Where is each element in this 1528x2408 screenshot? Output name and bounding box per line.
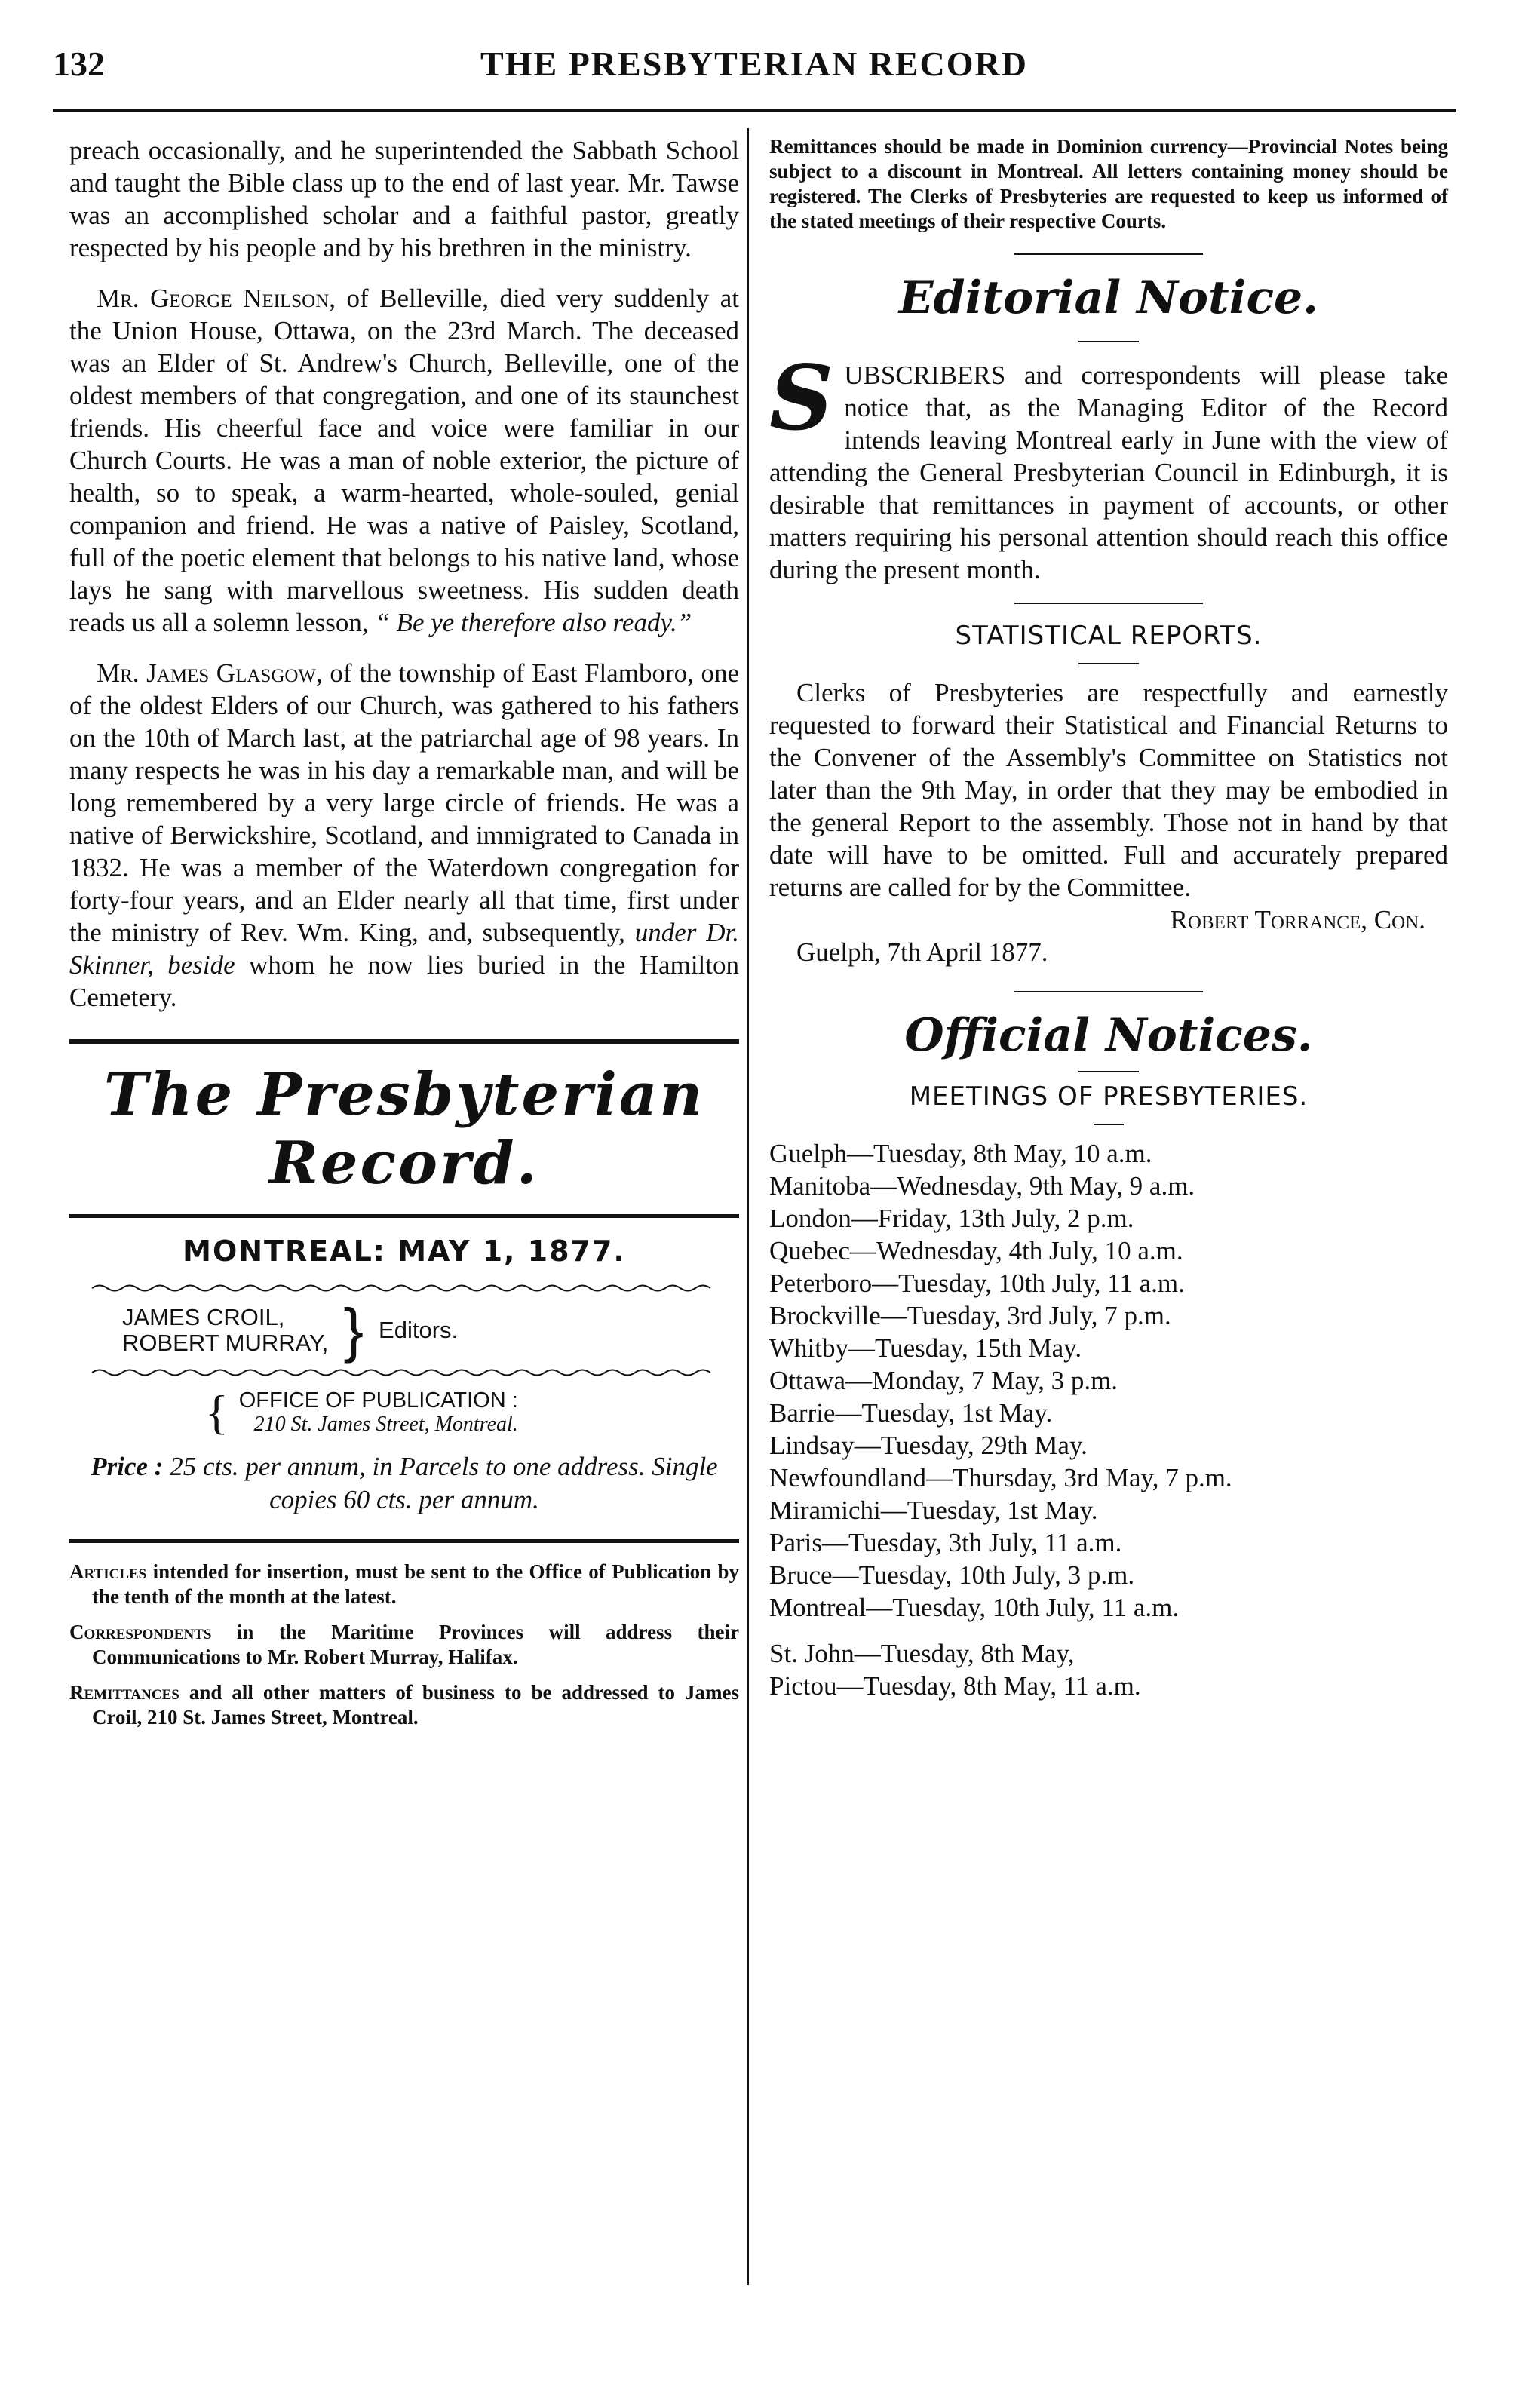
notice-remittances: [69, 1680, 739, 1730]
editorial-body: and correspondents will please take notice that, as the Managing Editor of the Record intends leaving Montreal early in June with the view of attending the General Presbyterian Council in Edinburgh, it is desirable that remittances in payment of accounts, or other matters requiring his personal attention should reach this office during the present month.: [769, 360, 1448, 584]
office-address: 210 St. James Street, Montreal.: [253, 1413, 518, 1436]
meeting-item: Miramichi—Tuesday, 1st May.: [769, 1495, 1098, 1525]
price-label: Price :: [91, 1452, 164, 1481]
section-rule: [1014, 991, 1203, 992]
notice-text: intended for insertion, must be sent to the Office of Publication by the tenth of the month at the latest.: [92, 1560, 739, 1608]
meetings-list: [769, 1137, 1448, 1624]
editors-block: [69, 1296, 739, 1364]
price-line: [69, 1450, 739, 1517]
meeting-item: Newfoundland—Thursday, 3rd May, 7 p.m.: [769, 1463, 1232, 1492]
meeting-item: London—Friday, 13th July, 2 p.m.: [769, 1204, 1134, 1233]
statistical-reports-text: Clerks of Presbyteries are respectfully and earnestly requested to forward their Statistical and Financial Returns to the Convener of the Assembly's Committee on Statistics not later than the 9th May, in order that they may be embodied in the general Report to the assembly. Those not in hand by that date will have to be omitted. Full and accurately prepared returns are called for by the Committee.: [769, 678, 1448, 902]
notice-lead: Correspondents: [69, 1621, 212, 1643]
masthead-rule-bottom: [69, 1214, 739, 1218]
running-title: THE PRESBYTERIAN RECORD: [480, 44, 1028, 83]
publication-notices: [69, 1560, 739, 1730]
signature: Robert Torrance, Con.: [1170, 905, 1425, 934]
meeting-item: Ottawa—Monday, 7 May, 3 p.m.: [769, 1366, 1118, 1395]
meeting-item: Quebec—Wednesday, 4th July, 10 a.m.: [769, 1236, 1183, 1265]
editorial-notice-text: [769, 345, 1448, 586]
editorial-notice-title: Editorial Notice.: [898, 271, 1319, 324]
official-notices-title: Official Notices.: [904, 1009, 1313, 1062]
editorial-lead: UBSCRIBERS: [844, 360, 1006, 390]
right-column: [769, 134, 1448, 1702]
obituary-italic: under Dr. Skinner,: [69, 918, 739, 980]
section-rule: [1078, 341, 1139, 342]
obituary-text-end: whom he now lies buried in the Hamilton Cemetery.: [69, 950, 739, 1012]
meeting-item: Barrie—Tuesday, 1st May.: [769, 1398, 1053, 1428]
header-rule: [53, 109, 1456, 112]
notice-articles: [69, 1560, 739, 1609]
editors-label: Editors.: [379, 1317, 459, 1343]
brace-icon: {: [205, 1385, 229, 1439]
meeting-item: Lindsay—Tuesday, 29th May.: [769, 1431, 1088, 1460]
paragraph-glasgow: [69, 657, 739, 1014]
office-text: [239, 1388, 518, 1437]
obituary-text: of Belleville, died very suddenly at the Union House, Ottawa, on the 23rd March. The deceased was an Elder of St. Andrew's Church, Belleville, one of the oldest members of that congregation, and one of its staunchest friends. His cheerful face and voice were familiar in our Church Courts. He was a man of noble exterior, the picture of health, so to speak, a warm-hearted, whole-souled, genial companion and friend. He was a native of Paisley, Scotland, full of the poetic element that belongs to his native land, whose lays he sang with marvellous sweetness. His sudden death reads us all a solemn lesson,: [69, 284, 739, 637]
notice-lead: Remittances: [69, 1681, 179, 1704]
dateline: MONTREAL: MAY 1, 1877.: [183, 1235, 626, 1268]
meeting-item: St. John—Tuesday, 8th May,: [769, 1639, 1075, 1668]
running-header: [53, 39, 1456, 92]
paragraph-opening: preach occasionally, and he superintended the Sabbath School and taught the Bible class up to the end of last year. Mr. Tawse was an accomplished scholar and a faithful pastor, greatly respected by his people and by his brethren in the ministry.: [69, 136, 739, 262]
meetings-list-extra: [769, 1637, 1448, 1702]
paragraph-neilson: [69, 282, 739, 639]
editor-name: ROBERT MURRAY,: [122, 1330, 329, 1356]
obituary-text: of the township of East Flamboro, one of the oldest Elders of our Church, was gathered to his fathers on the 10th of March last, at the patriarchal age of 98 years. In many respects he was in his day a remarkable man, and will be long remembered by a very large circle of friends. He was a native of Berwickshire, Scotland, and immigrated to Canada in 1832. He was a member of the Waterdown congregation for forty-four years, and an Elder nearly all that time, first under the ministry of Rev. Wm. King, and, subsequently,: [69, 658, 739, 947]
notice-text: and all other matters of business to be addressed to James Croil, 210 St. James Street, Montreal.: [92, 1681, 739, 1729]
obituary-name: Mr. George Neilson,: [97, 284, 336, 313]
notice-text: in the Maritime Provinces will address their Communications to Mr. Robert Murray, Halifax.: [92, 1621, 739, 1668]
statistical-reports-title: STATISTICAL REPORTS.: [955, 621, 1263, 651]
meeting-item: Peterboro—Tuesday, 10th July, 11 a.m.: [769, 1268, 1185, 1298]
obituary-italic: beside: [153, 950, 235, 980]
section-rule: [1014, 603, 1203, 604]
office-label: OFFICE OF PUBLICATION :: [238, 1388, 518, 1413]
editor-name: JAMES CROIL,: [122, 1304, 285, 1330]
dropcap: S: [769, 345, 834, 450]
section-rule: [1094, 1124, 1124, 1125]
section-rule: [1078, 1071, 1139, 1072]
brace-icon: }: [343, 1296, 364, 1364]
page-number: 132: [53, 44, 105, 83]
remittance-note: Remittances should be made in Dominion currency—Provincial Notes being subject to a discount in Montreal. All letters containing money should be registered. The Clerks of Presbyteries are requested to keep us informed of the stated meetings of their respective Courts.: [769, 135, 1448, 232]
obituary-name: Mr. James Glasgow,: [97, 658, 323, 688]
section-rule: [1014, 253, 1203, 255]
meeting-item: Guelph—Tuesday, 8th May, 10 a.m.: [769, 1139, 1152, 1168]
notices-rule: [69, 1539, 739, 1543]
notice-lead: Articles: [69, 1560, 147, 1583]
office-block: [69, 1385, 739, 1439]
meeting-item: Whitby—Tuesday, 15th May.: [769, 1333, 1082, 1363]
meeting-item: Bruce—Tuesday, 10th July, 3 p.m.: [769, 1560, 1135, 1590]
wavy-rule-icon: [69, 1283, 739, 1293]
meeting-item: Montreal—Tuesday, 10th July, 11 a.m.: [769, 1593, 1180, 1622]
editor-names: [122, 1305, 328, 1356]
column-rule: [747, 128, 749, 2285]
notice-correspondents: [69, 1620, 739, 1670]
signature-place: Guelph, 7th April 1877.: [796, 937, 1048, 967]
wavy-rule-icon: [69, 1367, 739, 1378]
masthead-rule-top: [69, 1039, 739, 1044]
left-column: [69, 134, 739, 1730]
meeting-item: Paris—Tuesday, 3th July, 11 a.m.: [769, 1528, 1122, 1557]
meetings-title: MEETINGS OF PRESBYTERIES.: [909, 1081, 1309, 1112]
section-rule: [1078, 663, 1139, 664]
meeting-item: Brockville—Tuesday, 3rd July, 7 p.m.: [769, 1301, 1171, 1330]
masthead-title: The Presbyterian Record.: [103, 1060, 705, 1198]
meeting-item: Manitoba—Wednesday, 9th May, 9 a.m.: [769, 1171, 1195, 1201]
price-text: 25 cts. per annum, in Parcels to one address. Single copies 60 cts. per annum.: [163, 1452, 718, 1514]
obituary-quote: “ Be ye therefore also ready.”: [375, 608, 692, 637]
meeting-item: Pictou—Tuesday, 8th May, 11 a.m.: [769, 1671, 1141, 1701]
